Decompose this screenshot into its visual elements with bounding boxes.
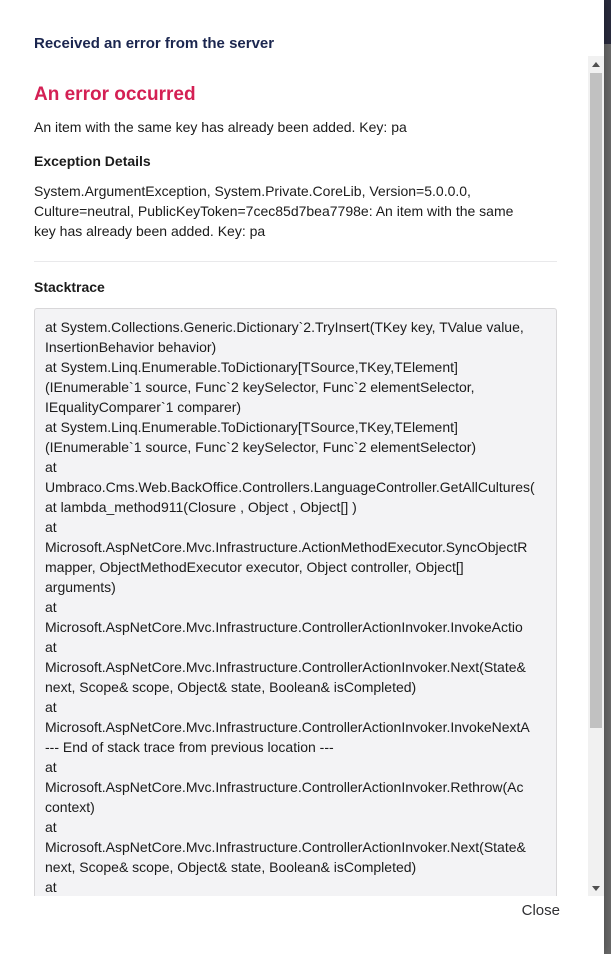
close-button[interactable]: Close (521, 902, 560, 919)
stacktrace-line: at (45, 759, 57, 775)
stacktrace-line: at (45, 459, 57, 475)
stacktrace-line: at (45, 639, 57, 655)
exception-details-text (34, 181, 557, 241)
stacktrace-line: at lambda_method911(Closure , Object , Object[] ) (45, 499, 357, 515)
stacktrace-line: Umbraco.Cms.Web.BackOffice.Controllers.LanguageController.GetAllCultures( (45, 479, 535, 495)
scrollbar-thumb[interactable] (590, 73, 602, 728)
stacktrace-box[interactable] (34, 308, 557, 896)
dialog-title: Received an error from the server (34, 35, 275, 52)
error-message: An item with the same key has already been added. Key: pa (34, 119, 407, 135)
dialog-scrollbar[interactable] (588, 56, 604, 896)
stacktrace-line: IEqualityComparer`1 comparer) (45, 399, 242, 415)
stacktrace-line: at System.Linq.Enumerable.ToDictionary[TSource,TKey,TElement] (45, 419, 458, 435)
backdrop-right-edge (603, 44, 611, 954)
exception-line: key has already been added. Key: pa (34, 223, 266, 239)
stacktrace-line: mapper, ObjectMethodExecutor executor, Object controller, Object[] (45, 559, 464, 575)
stacktrace-line: next, Scope& scope, Object& state, Boolean& isCompleted) (45, 679, 417, 695)
stacktrace-line: at (45, 599, 57, 615)
section-divider (34, 261, 557, 262)
stacktrace-line: arguments) (45, 579, 116, 595)
exception-line: System.ArgumentException, System.Private.CoreLib, Version=5.0.0.0, (34, 183, 471, 199)
stacktrace-line: (IEnumerable`1 source, Func`2 keySelector, Func`2 elementSelector, (45, 379, 475, 395)
stacktrace-heading: Stacktrace (34, 279, 105, 295)
dialog-footer (0, 896, 604, 954)
stacktrace-line: --- End of stack trace from previous location --- (45, 739, 334, 755)
exception-line: Culture=neutral, PublicKeyToken=7cec85d7bea7798e: An item with the same (34, 203, 514, 219)
stacktrace-line: Microsoft.AspNetCore.Mvc.Infrastructure.ControllerActionInvoker.Next(State& (45, 839, 526, 855)
stacktrace-line: Microsoft.AspNetCore.Mvc.Infrastructure.ControllerActionInvoker.InvokeActio (45, 619, 523, 635)
scroll-up-arrow-icon[interactable] (588, 56, 604, 72)
scroll-down-arrow-icon[interactable] (588, 880, 604, 896)
stacktrace-line: Microsoft.AspNetCore.Mvc.Infrastructure.ControllerActionInvoker.Next(State& (45, 659, 526, 675)
stacktrace-line: context) (45, 799, 95, 815)
error-headline: An error occurred (34, 84, 196, 105)
stacktrace-line: at System.Linq.Enumerable.ToDictionary[TSource,TKey,TElement] (45, 359, 458, 375)
stacktrace-line: at System.Collections.Generic.Dictionary`2.TryInsert(TKey key, TValue value, (45, 319, 524, 335)
dialog-header (0, 0, 604, 56)
stacktrace-line: InsertionBehavior behavior) (45, 339, 217, 355)
stacktrace-line: at (45, 519, 57, 535)
stacktrace-line: next, Scope& scope, Object& state, Boolean& isCompleted) (45, 859, 417, 875)
stacktrace-line: Microsoft.AspNetCore.Mvc.Infrastructure.ControllerActionInvoker.InvokeNextA (45, 719, 530, 735)
stacktrace-line: (IEnumerable`1 source, Func`2 keySelector, Func`2 elementSelector) (45, 439, 477, 455)
stacktrace-line: at (45, 819, 57, 835)
stacktrace-line: at (45, 879, 57, 895)
stacktrace-line: at (45, 699, 57, 715)
stacktrace-line: Microsoft.AspNetCore.Mvc.Infrastructure.ControllerActionInvoker.Rethrow(Ac (45, 779, 524, 795)
dialog-content[interactable] (0, 56, 604, 896)
exception-details-heading: Exception Details (34, 153, 151, 169)
stacktrace-line: Microsoft.AspNetCore.Mvc.Infrastructure.ActionMethodExecutor.SyncObjectR (45, 539, 528, 555)
